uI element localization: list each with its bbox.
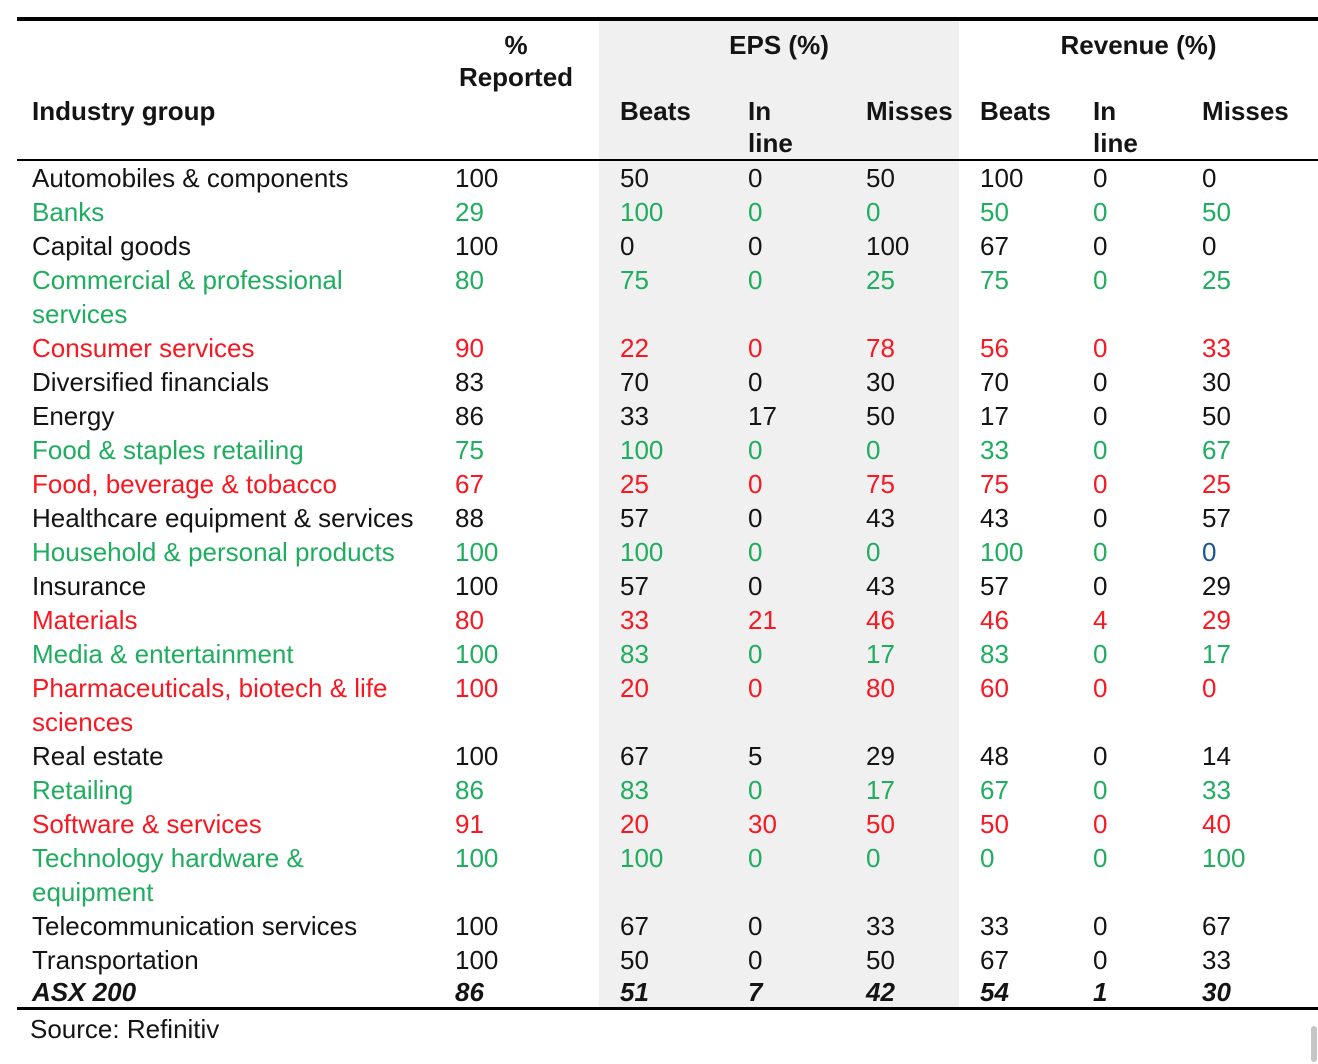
- value-cell: 57: [980, 571, 1009, 601]
- table-row: [17, 160, 1318, 195]
- value-cell: 0: [748, 673, 763, 703]
- earnings-table-wrap: [17, 17, 1318, 1010]
- industry-cell: [17, 501, 455, 535]
- value-cell: 20: [620, 673, 649, 703]
- value-cell: 0: [1093, 163, 1108, 193]
- value-cell: 83: [980, 639, 1009, 669]
- industry-cell: [17, 263, 455, 331]
- value-cell: 0: [748, 231, 763, 261]
- value-cell: 25: [620, 469, 649, 499]
- value-cell: 40: [1202, 809, 1231, 839]
- table-row: [17, 331, 1318, 365]
- value-cell: 0: [748, 367, 763, 397]
- value-cell: 100: [455, 537, 499, 567]
- header-pct-reported: [455, 19, 599, 93]
- header-industry-group: Industry group: [32, 96, 216, 126]
- value-cell: 50: [1202, 401, 1231, 431]
- table-row: [17, 739, 1318, 773]
- value-cell: 0: [1093, 503, 1108, 533]
- value-cell: 0: [1093, 571, 1108, 601]
- value-cell: 100: [455, 945, 499, 975]
- value-cell: 17: [866, 775, 895, 805]
- value-cell: 33: [980, 435, 1009, 465]
- value-cell: 0: [1093, 401, 1108, 431]
- industry-cell: [17, 909, 455, 943]
- value-cell: 57: [1202, 503, 1231, 533]
- industry-cell: [17, 569, 455, 603]
- value-cell: 0: [1093, 809, 1108, 839]
- industry-cell: [17, 467, 455, 501]
- value-cell: 33: [620, 605, 649, 635]
- value-cell: 50: [866, 401, 895, 431]
- table-row: [17, 467, 1318, 501]
- value-cell: 0: [866, 537, 881, 567]
- value-cell: 0: [1202, 163, 1217, 193]
- value-cell: 0: [748, 469, 763, 499]
- value-cell: 30: [866, 367, 895, 397]
- industry-name: Pharmaceuticals, biotech & life: [32, 673, 388, 703]
- value-cell: 0: [1093, 197, 1108, 227]
- value-cell: 46: [866, 605, 895, 635]
- table-body: [17, 160, 1318, 1009]
- header-eps-misses: Misses: [866, 96, 953, 126]
- table-row: [17, 399, 1318, 433]
- header-pct-spacer: [455, 93, 599, 160]
- industry-name: Telecommunication services: [32, 911, 358, 941]
- value-cell: 33: [620, 401, 649, 431]
- value-cell: 30: [1202, 977, 1231, 1007]
- value-cell: 90: [455, 333, 484, 363]
- value-cell: 0: [748, 945, 763, 975]
- value-cell: 14: [1202, 741, 1231, 771]
- industry-name: Food & staples retailing: [32, 435, 304, 465]
- value-cell: 0: [1093, 911, 1108, 941]
- table-row: [17, 229, 1318, 263]
- value-cell: 0: [1093, 945, 1108, 975]
- value-cell: 56: [980, 333, 1009, 363]
- pct-symbol: %: [504, 30, 528, 60]
- value-cell: 50: [866, 945, 895, 975]
- value-cell: 70: [980, 367, 1009, 397]
- industry-name: Materials: [32, 605, 138, 635]
- value-cell: 29: [866, 741, 895, 771]
- header-eps-group: EPS (%): [729, 30, 829, 60]
- value-cell: 42: [866, 977, 895, 1007]
- industry-cell: [17, 841, 455, 909]
- value-cell: 86: [455, 775, 484, 805]
- industry-name: Capital goods: [32, 231, 191, 261]
- value-cell: 83: [620, 775, 649, 805]
- industry-cell: [17, 195, 455, 229]
- value-cell: 67: [980, 775, 1009, 805]
- value-cell: 33: [1202, 775, 1231, 805]
- value-cell: 0: [748, 265, 763, 295]
- industry-cell: [17, 433, 455, 467]
- value-cell: 100: [455, 673, 499, 703]
- value-cell: 100: [620, 537, 664, 567]
- industry-cell: [17, 773, 455, 807]
- value-cell: 25: [866, 265, 895, 295]
- value-cell: 0: [1093, 741, 1108, 771]
- value-cell: 100: [455, 163, 499, 193]
- value-cell: 17: [748, 401, 777, 431]
- value-cell: 1: [1093, 977, 1108, 1007]
- value-cell: 0: [748, 333, 763, 363]
- industry-cell: [17, 399, 455, 433]
- industry-name: Insurance: [32, 571, 147, 601]
- value-cell: 50: [1202, 197, 1231, 227]
- table-row: [17, 807, 1318, 841]
- value-cell: 48: [980, 741, 1009, 771]
- value-cell: 88: [455, 503, 484, 533]
- value-cell: 100: [455, 231, 499, 261]
- value-cell: 30: [1202, 367, 1231, 397]
- value-cell: 0: [1093, 537, 1108, 567]
- value-cell: 4: [1093, 605, 1108, 635]
- value-cell: 67: [1202, 435, 1231, 465]
- scrollbar-thumb[interactable]: [1311, 1026, 1317, 1062]
- value-cell: 21: [748, 605, 777, 635]
- value-cell: 17: [980, 401, 1009, 431]
- industry-name: ASX 200: [32, 977, 137, 1007]
- value-cell: 75: [980, 469, 1009, 499]
- value-cell: 0: [748, 911, 763, 941]
- industry-name: equipment: [32, 877, 154, 907]
- header-rev-misses: Misses: [1202, 96, 1289, 126]
- value-cell: 91: [455, 809, 484, 839]
- value-cell: 0: [1093, 265, 1108, 295]
- value-cell: 0: [748, 639, 763, 669]
- value-cell: 75: [866, 469, 895, 499]
- industry-cell: [17, 535, 455, 569]
- pct-reported-label: Reported: [458, 62, 574, 92]
- table-row: [17, 637, 1318, 671]
- industry-name: Healthcare equipment & services: [32, 503, 414, 533]
- value-cell: 33: [1202, 333, 1231, 363]
- industry-name: Food, beverage & tobacco: [32, 469, 337, 499]
- value-cell: 0: [748, 163, 763, 193]
- industry-name: Real estate: [32, 741, 164, 771]
- table-row: [17, 603, 1318, 637]
- value-cell: 100: [1202, 843, 1246, 873]
- value-cell: 33: [866, 911, 895, 941]
- value-cell: 46: [980, 605, 1009, 635]
- value-cell: 0: [748, 571, 763, 601]
- value-cell: 75: [455, 435, 484, 465]
- value-cell: 29: [1202, 571, 1231, 601]
- table-row: [17, 501, 1318, 535]
- industry-name: Household & personal products: [32, 537, 395, 567]
- value-cell: 0: [748, 537, 763, 567]
- inline-word-2: line: [1093, 128, 1138, 158]
- industry-name: Diversified financials: [32, 367, 269, 397]
- industry-name: sciences: [32, 707, 134, 737]
- value-cell: 0: [1093, 639, 1108, 669]
- value-cell: 100: [620, 435, 664, 465]
- header-industry-spacer: [17, 19, 455, 93]
- value-cell: 0: [748, 435, 763, 465]
- header-revenue-group: Revenue (%): [1060, 30, 1217, 60]
- industry-name: Banks: [32, 197, 105, 227]
- value-cell: 67: [1202, 911, 1231, 941]
- value-cell: 0: [1202, 673, 1217, 703]
- value-cell: 33: [980, 911, 1009, 941]
- industry-name: Media & entertainment: [32, 639, 294, 669]
- value-cell: 25: [1202, 265, 1231, 295]
- industry-cell: [17, 807, 455, 841]
- value-cell: 30: [748, 809, 777, 839]
- value-cell: 67: [980, 231, 1009, 261]
- header-eps-beats: Beats: [620, 96, 691, 126]
- value-cell: 17: [866, 639, 895, 669]
- value-cell: 67: [980, 945, 1009, 975]
- value-cell: 0: [980, 843, 995, 873]
- value-cell: 50: [866, 809, 895, 839]
- industry-cell: [17, 365, 455, 399]
- table-row: [17, 195, 1318, 229]
- value-cell: 0: [748, 197, 763, 227]
- inline-word-1: In: [748, 96, 772, 126]
- value-cell: 70: [620, 367, 649, 397]
- value-cell: 100: [455, 639, 499, 669]
- value-cell: 0: [748, 775, 763, 805]
- value-cell: 0: [1093, 469, 1108, 499]
- value-cell: 100: [980, 163, 1024, 193]
- industry-name: Retailing: [32, 775, 134, 805]
- value-cell: 43: [866, 571, 895, 601]
- industry-name: Commercial & professional: [32, 265, 343, 295]
- value-cell: 0: [866, 197, 881, 227]
- table-row: [17, 535, 1318, 569]
- industry-name: services: [32, 299, 128, 329]
- industry-name: Software & services: [32, 809, 262, 839]
- value-cell: 75: [620, 265, 649, 295]
- value-cell: 0: [1093, 843, 1108, 873]
- value-cell: 100: [620, 843, 664, 873]
- value-cell: 29: [455, 197, 484, 227]
- table-row: [17, 671, 1318, 739]
- value-cell: 0: [1093, 367, 1108, 397]
- table-row: [17, 841, 1318, 909]
- industry-name: Consumer services: [32, 333, 255, 363]
- industry-cell: [17, 637, 455, 671]
- value-cell: 43: [980, 503, 1009, 533]
- table-row: [17, 365, 1318, 399]
- value-cell: 0: [748, 843, 763, 873]
- value-cell: 0: [866, 435, 881, 465]
- value-cell: 0: [1093, 333, 1108, 363]
- value-cell: 29: [1202, 605, 1231, 635]
- value-cell: 0: [1093, 775, 1108, 805]
- value-cell: 20: [620, 809, 649, 839]
- value-cell: 50: [980, 197, 1009, 227]
- value-cell: 100: [866, 231, 910, 261]
- value-cell: 83: [455, 367, 484, 397]
- inline-word-1: In: [1093, 96, 1117, 126]
- industry-name: Automobiles & components: [32, 163, 349, 193]
- source-note: Source: Refinitiv: [30, 1014, 220, 1044]
- value-cell: 60: [980, 673, 1009, 703]
- industry-cell: [17, 160, 455, 195]
- table-row: [17, 909, 1318, 943]
- industry-name: Transportation: [32, 945, 199, 975]
- value-cell: 54: [980, 977, 1009, 1007]
- value-cell: 50: [866, 163, 895, 193]
- value-cell: 80: [455, 605, 484, 635]
- value-cell: 78: [866, 333, 895, 363]
- value-cell: 43: [866, 503, 895, 533]
- value-cell: 0: [620, 231, 635, 261]
- table-row: [17, 977, 1318, 1009]
- value-cell: 33: [1202, 945, 1231, 975]
- table-row: [17, 263, 1318, 331]
- value-cell: 0: [1202, 537, 1217, 567]
- value-cell: 25: [1202, 469, 1231, 499]
- industry-cell: [17, 977, 455, 1009]
- value-cell: 0: [866, 843, 881, 873]
- value-cell: 0: [1093, 435, 1108, 465]
- table-row: [17, 773, 1318, 807]
- industry-cell: [17, 671, 455, 739]
- value-cell: 0: [1093, 673, 1108, 703]
- table-row: [17, 943, 1318, 977]
- table-row: [17, 433, 1318, 467]
- table-row: [17, 569, 1318, 603]
- value-cell: 57: [620, 571, 649, 601]
- value-cell: 83: [620, 639, 649, 669]
- header-sub-row: [17, 93, 1318, 160]
- value-cell: 80: [866, 673, 895, 703]
- industry-name: Technology hardware &: [32, 843, 304, 873]
- value-cell: 17: [1202, 639, 1231, 669]
- value-cell: 100: [980, 537, 1024, 567]
- table-header: [17, 19, 1318, 160]
- header-rev-beats: Beats: [980, 96, 1051, 126]
- industry-cell: [17, 739, 455, 773]
- value-cell: 57: [620, 503, 649, 533]
- industry-name: Energy: [32, 401, 115, 431]
- value-cell: 100: [455, 843, 499, 873]
- value-cell: 51: [620, 977, 649, 1007]
- header-eps-inline: [748, 93, 866, 160]
- value-cell: 100: [455, 741, 499, 771]
- value-cell: 22: [620, 333, 649, 363]
- earnings-table: [17, 17, 1318, 1010]
- value-cell: 0: [748, 503, 763, 533]
- value-cell: 50: [980, 809, 1009, 839]
- value-cell: 0: [1202, 231, 1217, 261]
- value-cell: 67: [620, 911, 649, 941]
- value-cell: 7: [748, 977, 763, 1007]
- value-cell: 67: [620, 741, 649, 771]
- value-cell: 67: [455, 469, 484, 499]
- header-rev-inline: [1093, 93, 1202, 160]
- industry-cell: [17, 229, 455, 263]
- industry-cell: [17, 331, 455, 365]
- value-cell: 86: [455, 977, 484, 1007]
- value-cell: 0: [1093, 231, 1108, 261]
- industry-cell: [17, 603, 455, 637]
- value-cell: 100: [455, 571, 499, 601]
- value-cell: 86: [455, 401, 484, 431]
- industry-cell: [17, 943, 455, 977]
- value-cell: 100: [620, 197, 664, 227]
- header-group-row: [17, 19, 1318, 93]
- value-cell: 50: [620, 945, 649, 975]
- value-cell: 80: [455, 265, 484, 295]
- value-cell: 50: [620, 163, 649, 193]
- value-cell: 100: [455, 911, 499, 941]
- inline-word-2: line: [748, 128, 793, 158]
- value-cell: 5: [748, 741, 763, 771]
- value-cell: 75: [980, 265, 1009, 295]
